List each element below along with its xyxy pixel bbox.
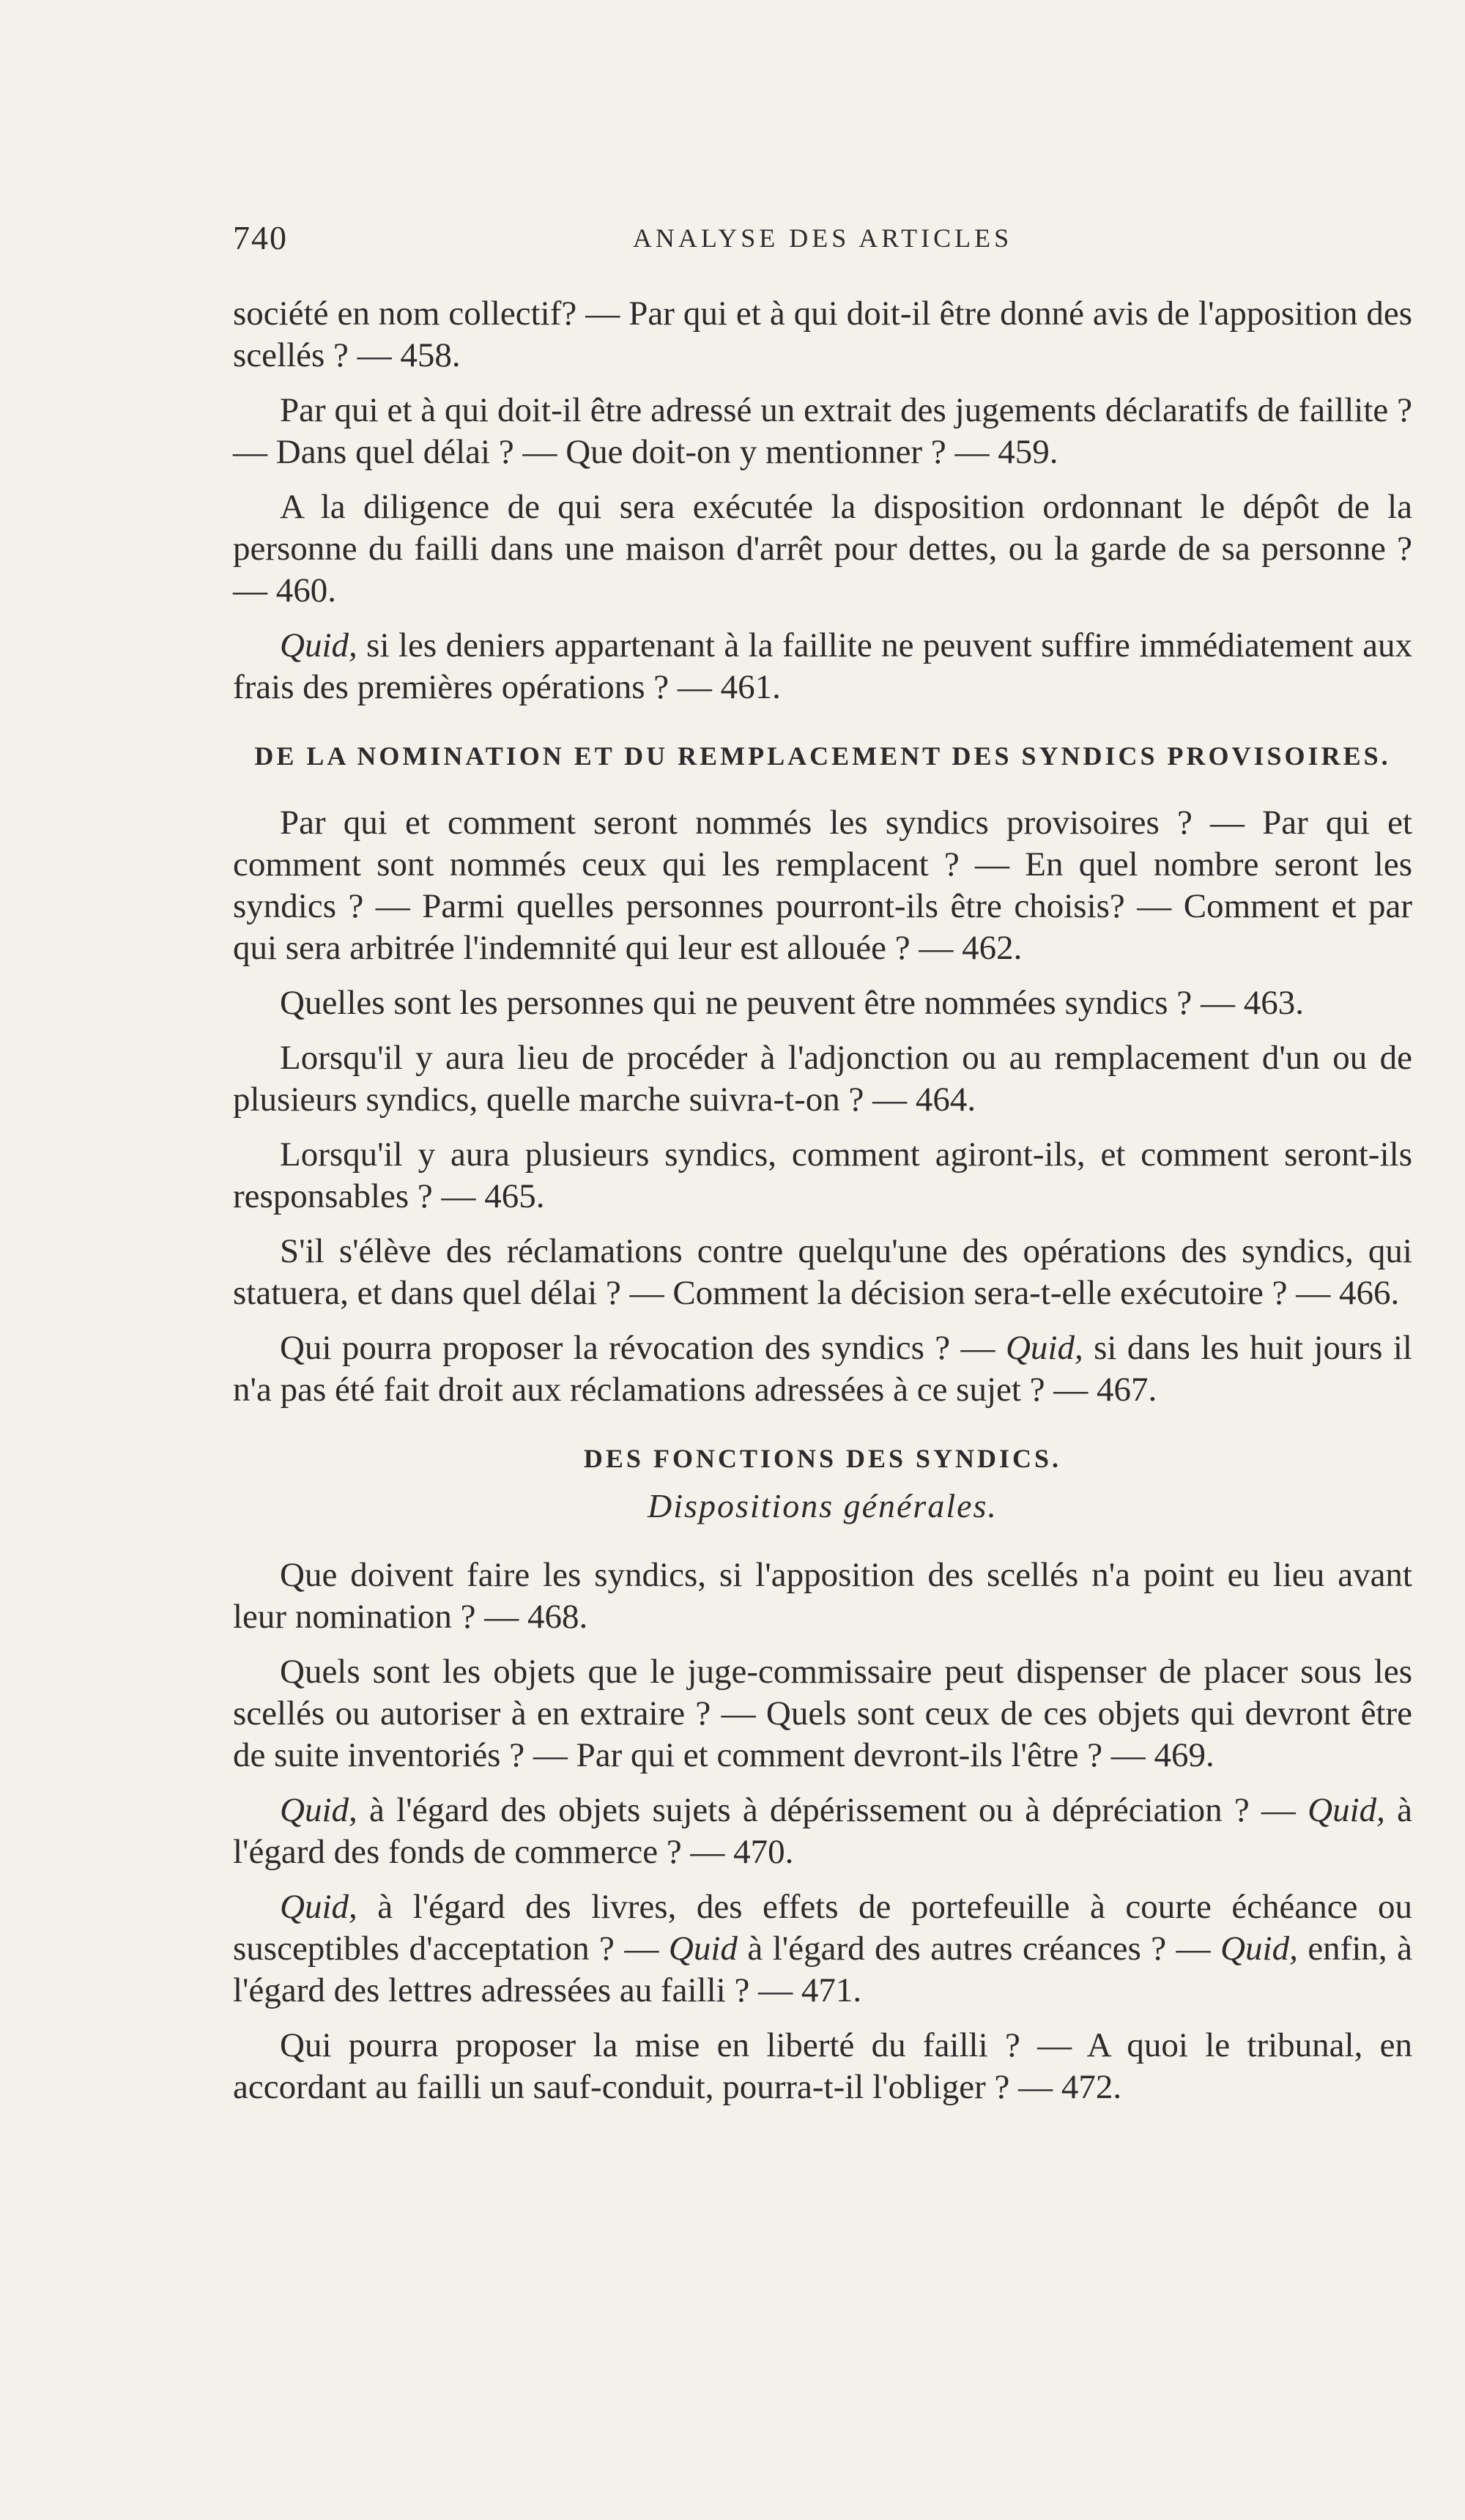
quid-word: Quid, [280,1791,357,1829]
page-body [233,293,1412,2121]
paragraph-461: Quid, si les deniers appartenant à la faillite ne peuvent suffire immédiatement aux frais des premières opérations ? — 461. [233,626,1412,706]
quid-word: Quid, [1308,1791,1385,1829]
paragraph-464: Lorsqu'il y aura lieu de procéder à l'adjonction ou au remplacement d'un ou de plusieurs syndics, quelle marche suivra-t-on ? — 464. [233,1039,1412,1119]
paragraph-continued: société en nom collectif? — Par qui et à qui doit-il être donné avis de l'apposition des scellés ? — 458. [233,294,1412,374]
quid-word: Quid, [280,626,357,664]
paragraph-465: Lorsqu'il y aura plusieurs syndics, comment agiront-ils, et comment seront-ils responsables ? — 465. [233,1135,1412,1215]
quid-word: Quid, [1220,1930,1298,1968]
paragraph-462: Par qui et comment seront nommés les syndics provisoires ? — Par qui et comment sont nommés ceux qui les remplacent ? — En quel nombre seront les syndics ? — Parmi quelles personnes pourront-ils être choisis? — Comment et par qui sera arbitrée l'indemnité qui leur est allouée ? — 462. [233,804,1412,967]
paragraph-468: Que doivent faire les syndics, si l'apposition des scellés n'a point eu lieu avant leur nomination ? — 468. [233,1556,1412,1636]
paragraph-463: Quelles sont les personnes qui ne peuvent être nommées syndics ? — 463. [280,984,1304,1022]
section-heading-fonctions: DES FONCTIONS DES SYNDICS. [583,1444,1062,1473]
paragraph-460: A la diligence de qui sera exécutée la disposition ordonnant le dépôt de la personne du failli dans une maison d'arrêt pour dettes, ou la garde de sa personne ? — 460. [233,488,1412,609]
quid-word: Quid [668,1930,738,1968]
subheading-dispositions: Dispositions générales. [648,1487,998,1524]
section-heading-nomination: DE LA NOMINATION ET DU REMPLACEMENT DES SYNDICS PROVISOIRES. [254,741,1391,771]
paragraph-471: Quid, à l'égard des livres, des effets de portefeuille à courte échéance ou susceptibles d'acceptation ? — Quid à l'égard des autres créances ? — Quid, enfin, à l'égard des lettres adressées au failli ? — 471. [233,1888,1412,2009]
page-number: 740 [233,219,288,256]
running-title: ANALYSE DES ARTICLES [632,223,1013,253]
paragraph-467: Qui pourra proposer la révocation des syndics ? — Quid, si dans les huit jours il n'a pas été fait droit aux réclamations adressées à ce sujet ? — 467. [233,1329,1412,1409]
paragraph-466: S'il s'élève des réclamations contre quelqu'une des opérations des syndics, qui statuera, et dans quel délai ? — Comment la décision sera-t-elle exécutoire ? — 466. [233,1232,1412,1312]
paragraph-472: Qui pourra proposer la mise en liberté du failli ? — A quoi le tribunal, en accordant au failli un sauf-conduit, pourra-t-il l'obliger ? — 472. [233,2026,1412,2106]
paragraph-459: Par qui et à qui doit-il être adressé un extrait des jugements déclaratifs de faillite ? — Dans quel délai ? — Que doit-on y mentionner ? — 459. [233,391,1412,471]
quid-word: Quid, [280,1888,357,1926]
paragraph-469: Quels sont les objets que le juge-commissaire peut dispenser de placer sous les scellés ou autoriser à en extraire ? — Quels sont ceux de ces objets qui devront être de suite inventoriés ? — Par qui et comment devront-ils l'être ? — 469. [233,1653,1412,1774]
running-head [233,218,1412,262]
quid-word: Quid, [1005,1329,1083,1367]
paragraph-470: Quid, à l'égard des objets sujets à dépérissement ou à dépréciation ? — Quid, à l'égard des fonds de commerce ? — 470. [233,1791,1412,1871]
